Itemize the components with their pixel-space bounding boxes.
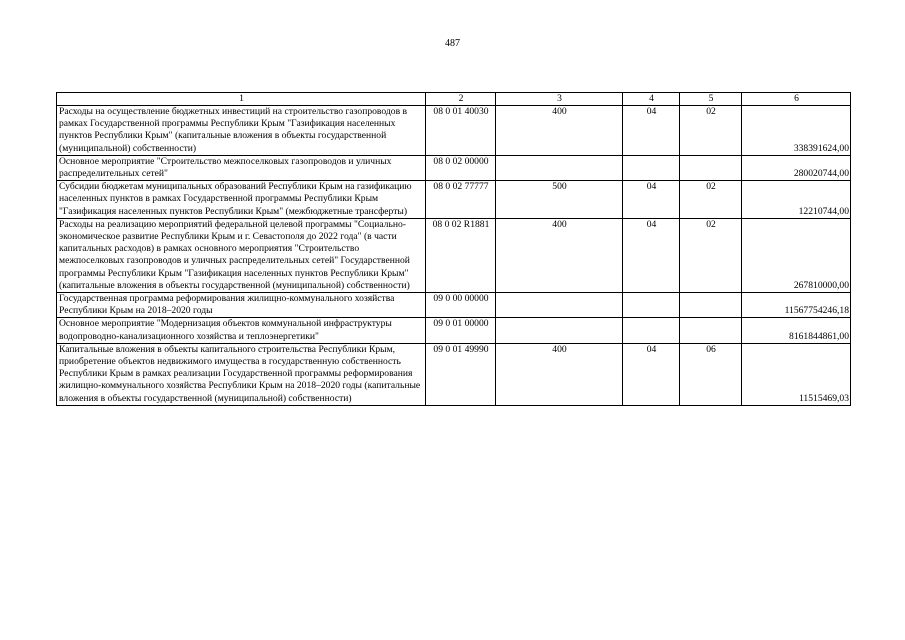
row-section-cell (623, 155, 680, 180)
column-header: 2 (426, 93, 496, 106)
table-header-row (57, 93, 851, 106)
table-row (57, 106, 851, 156)
column-header: 4 (623, 93, 680, 106)
row-section-cell (623, 318, 680, 343)
row-amount-cell: 8161844861,00 (742, 318, 851, 343)
row-code-cell: 08 0 02 77777 (426, 181, 496, 219)
row-code-cell: 08 0 01 40030 (426, 106, 496, 156)
table-row (57, 293, 851, 318)
row-subsection-cell (680, 318, 742, 343)
row-expense-type-cell: 400 (496, 106, 623, 156)
row-expense-type-cell: 400 (496, 343, 623, 405)
row-expense-type-cell: 400 (496, 218, 623, 292)
row-subsection-cell (680, 293, 742, 318)
row-name-cell: Расходы на реализацию мероприятий федеральной целевой программы "Социально-экономическое развитие Республики Крым и г. Севастополя до 2022 года" (в части капитальных расходов) в рамках основного мероприятия "Строительство межпоселковых газопроводов и уличных распределительных сетей" Государственной программы Республики Крым "Газификация населенных пунктов Республики Крым" (капитальные вложения в объекты государственной (муниципальной) собственности) (57, 218, 426, 292)
row-amount-cell: 12210744,00 (742, 181, 851, 219)
row-code-cell: 09 0 00 00000 (426, 293, 496, 318)
table-body (57, 93, 851, 406)
row-subsection-cell (680, 155, 742, 180)
row-code-cell: 08 0 02 R1881 (426, 218, 496, 292)
row-section-cell: 04 (623, 218, 680, 292)
row-section-cell: 04 (623, 343, 680, 405)
column-header: 6 (742, 93, 851, 106)
table-row (57, 181, 851, 219)
budget-table (56, 92, 851, 406)
row-expense-type-cell (496, 293, 623, 318)
row-expense-type-cell: 500 (496, 181, 623, 219)
row-expense-type-cell (496, 155, 623, 180)
table-row (57, 218, 851, 292)
row-subsection-cell: 02 (680, 106, 742, 156)
row-code-cell: 08 0 02 00000 (426, 155, 496, 180)
row-amount-cell: 11515469,03 (742, 343, 851, 405)
row-amount-cell: 11567754246,18 (742, 293, 851, 318)
row-subsection-cell: 06 (680, 343, 742, 405)
column-header: 5 (680, 93, 742, 106)
row-section-cell (623, 293, 680, 318)
table-row (57, 343, 851, 405)
row-name-cell: Расходы на осуществление бюджетных инвестиций на строительство газопроводов в рамках Государственной программы Республики Крым "Газификация населенных пунктов Республики Крым" (капитальные вложения в объекты государственной (муниципальной) собственности) (57, 106, 426, 156)
row-subsection-cell: 02 (680, 218, 742, 292)
row-section-cell: 04 (623, 181, 680, 219)
row-expense-type-cell (496, 318, 623, 343)
table-row (57, 155, 851, 180)
column-header: 3 (496, 93, 623, 106)
row-code-cell: 09 0 01 49990 (426, 343, 496, 405)
row-section-cell: 04 (623, 106, 680, 156)
row-amount-cell: 280020744,00 (742, 155, 851, 180)
row-code-cell: 09 0 01 00000 (426, 318, 496, 343)
row-name-cell: Государственная программа реформирования жилищно-коммунального хозяйства Республики Крым на 2018–2020 годы (57, 293, 426, 318)
row-amount-cell: 267810000,00 (742, 218, 851, 292)
column-header: 1 (57, 93, 426, 106)
row-name-cell: Субсидии бюджетам муниципальных образований Республики Крым на газификацию населенных пунктов в рамках Государственной программы Республики Крым "Газификация населенных пунктов Республики Крым" (межбюджетные трансферты) (57, 181, 426, 219)
table-row (57, 318, 851, 343)
row-name-cell: Капитальные вложения в объекты капитального строительства Республики Крым, приобретение объектов недвижимого имущества в государственную собственность Республики Крым в рамках реализации Государственной программы реформирования жилищно-коммунального хозяйства Республики Крым на 2018–2020 годы (капитальные вложения в объекты государственной (муниципальной) собственности) (57, 343, 426, 405)
page-number: 487 (445, 38, 460, 49)
row-name-cell: Основное мероприятие "Модернизация объектов коммунальной инфраструктуры водопроводно-канализационного хозяйства и теплоэнергетики" (57, 318, 426, 343)
row-amount-cell: 338391624,00 (742, 106, 851, 156)
row-subsection-cell: 02 (680, 181, 742, 219)
row-name-cell: Основное мероприятие "Строительство межпоселковых газопроводов и уличных распределительных сетей" (57, 155, 426, 180)
